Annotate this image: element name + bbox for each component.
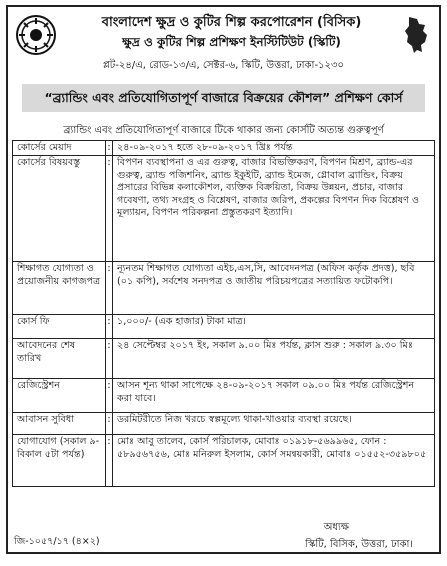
row-value: ডরমিটরীতে নিজ খরচে স্বল্পমূল্যে থাকা-খাওয়ার ব্যবস্থা রয়েছে। (113, 413, 435, 435)
row-value: ন্যূনতম শিক্ষাগত যোগ্যতা এইচ,এস,সি, আবেদনপত্র (অফিস কর্তৃক প্রদত্ত), ছবি (০১ কপি), সর্বশেষ সনদপত্র ও জাতীয় পরিচয়পত্রের সত্যায়িত ফটোকপি। (113, 262, 435, 315)
row-colon: : (106, 315, 113, 339)
table-row (13, 262, 435, 315)
row-label: কোর্সের বিষয়বস্তু (13, 156, 106, 262)
row-label: রেজিস্ট্রেশন (13, 379, 106, 413)
table-row (13, 435, 435, 487)
row-colon: : (106, 339, 113, 379)
signatory-title: অধ্যক্ষ (323, 522, 349, 533)
row-colon: : (106, 435, 113, 487)
table-row (13, 315, 435, 339)
row-value: আসন শূন্য থাকা সাপেক্ষে ২৪-০৯-২০১৭ সকাল ০৯.০০ মিঃ পর্যন্ত রেজিস্ট্রেশন করা যাবে। (113, 379, 435, 413)
row-label: যোগাযোগ (সকাল ৯-বিকাল ৫টা পর্যন্ত) (13, 435, 106, 487)
table-row (13, 156, 435, 262)
row-value: ২৪ সেপ্টেম্বর ২০১৭ ইং, সকাল ৯.০০ মিঃ পর্যন্ত, ক্লাস শুরু : সকাল ৯.৩০ মিঃ (113, 339, 435, 379)
row-value: বিপণন ব্যবস্থাপনা ও এর গুরুত্ব, বাজার বিভক্তিকরণ, বিপণন মিশ্রণ, ব্র্যান্ড-এর গুরুত্ব, ব্র্যান্ড পজিশনিং, ব্র্যান্ড ইকুইটি, ব্র্যান্ড ইমেজ, গ্লোবাল ব্র্যান্ডিং, বিক্রয় প্রসারের বিভিন্ন কলাকৌশল, ব্যক্তিক বিক্রয়িতা, বিক্রয় উন্নয়ন, প্রচার, বাজার গবেষণা, তথ্য সংগ্রহ ও বিশ্লেষণ, বাজার জরিপ, প্রকল্পের বিপণন দিক বিশ্লেষণ ও মূল্যায়ন, বিপণন পরিকল্পনা প্রস্তুতকরণ ইত্যাদি। (113, 156, 435, 262)
row-colon: : (106, 413, 113, 435)
bscic-logo-icon (16, 15, 56, 55)
organization-name: বাংলাদেশ ক্ষুদ্র ও কুটির শিল্প করপোরেশন (বিসিক) (101, 15, 362, 30)
bangladesh-map-icon (403, 15, 429, 55)
institute-address: প্লট-২৪/এ, রোড-১৩/এ, সেক্টর-৬, স্কিটি, উত্তরা, ঢাকা-১২৩০ (102, 60, 345, 71)
table-row (13, 379, 435, 413)
row-label: কোর্স ফি (13, 315, 106, 339)
row-value: ২৪-০৯-২০১৭ হতে ২৮-০৯-২০১৭ খ্রিঃ পর্যন্ত (113, 141, 435, 156)
course-intro: ব্র্যান্ডিং এবং প্রতিযোগিতাপূর্ণ বাজারে টিকে থাকার জন্য কোর্সটি অত্যন্ত গুরুত্বপূর্ণ (63, 125, 384, 136)
course-title-banner: “ব্র্যান্ডিং এবং প্রতিযোগিতাপূর্ণ বাজারে বিক্রয়ের কৌশল” প্রশিক্ষণ কোর্স (22, 84, 425, 112)
row-label: আবেদনের শেষ তারিখ (13, 339, 106, 379)
table-row (13, 413, 435, 435)
table-row (13, 141, 435, 156)
institute-name: ক্ষুদ্র ও কুটির শিল্প প্রশিক্ষণ ইনস্টিটিউট (স্কিটি) (122, 35, 341, 49)
row-value: মোঃ আবু তালেব, কোর্স পরিচালক, মোবাঃ ০১৯১৮-৫৬৯৯৬৫, ফোন : ৫৮৯৫৬৭৫৬, মোঃ মনিরুল ইসলাম, কোর্স সমন্বয়কারী, মোবাঃ ০১৫৫২-৩৫৯৮০৫ (113, 435, 435, 487)
row-colon: : (106, 156, 113, 262)
row-colon: : (106, 141, 113, 156)
row-label: কোর্সের মেয়াদ (13, 141, 106, 156)
ad-code: জি-১০৫৭/১৭ (৪×২) (14, 536, 100, 547)
row-label: শিক্ষাগত যোগ্যতা ও প্রয়োজনীয় কাগজপত্র (13, 262, 106, 315)
row-colon: : (106, 262, 113, 315)
course-info-table (12, 140, 435, 487)
row-value: ১,০০০/- (এক হাজার) টাকা মাত্র। (113, 315, 435, 339)
row-colon: : (106, 379, 113, 413)
table-row (13, 339, 435, 379)
notice-page (6, 5, 441, 554)
row-label: আবাসন সুবিধা (13, 413, 106, 435)
signatory-org: স্কিটি, বিসিক, উত্তরা, ঢাকা। (305, 539, 413, 550)
